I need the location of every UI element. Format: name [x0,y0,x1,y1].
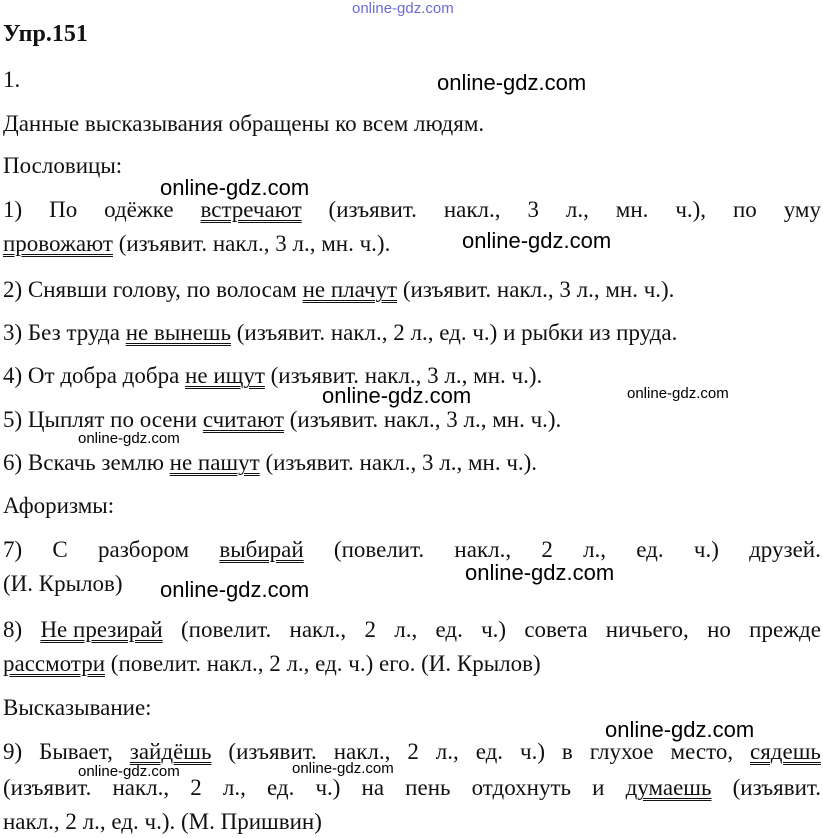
verb-syadesh: сядешь [750,739,821,764]
word: 8) [3,617,23,642]
grammar-note: (изъявит. накл., 2 л., ед. ч.) и рыбки из пруда. [230,320,678,345]
word: но [707,617,731,642]
grammar-note: (изъявит. накл., 3 л., мн. ч.). [264,363,543,388]
grammar-note: (повелит. накл., 2 л., ед. ч.) его. (И. Крылов) [105,651,541,676]
verb-rassmotri: рассмотри [3,651,106,676]
verb-dumaesh: думаешь [625,775,712,800]
word: 2 [541,537,553,562]
word: л., [435,739,459,764]
word: накл., [443,197,501,222]
word: на [361,775,385,800]
watermark: online-gdz.com [605,717,755,742]
word: друзей. [749,537,821,562]
word: ед. [435,617,463,642]
word: 2 [407,739,419,764]
item-7-line-2: (И. Крылов) [3,571,123,596]
item-2 [3,276,821,304]
word: 1) [3,197,23,222]
watermark: online-gdz.com [160,175,310,200]
word: отдохнуть [471,775,572,800]
word: по [732,197,757,222]
verb-ne-preziray: Не презирай [40,617,163,642]
word: 9) [3,739,23,764]
verb-ne-plachut: не плачут [302,277,398,302]
verb-ne-pashut: не пашут [169,450,260,475]
task-number: 1. [3,67,21,92]
word: (изъявит. [732,775,821,800]
word: ч.) [481,617,507,642]
word: л., [394,617,418,642]
word: и [592,775,605,800]
watermark: online-gdz.com [465,560,615,585]
watermark: online-gdz.com [627,385,729,402]
word: накл., [454,537,512,562]
word: мн. [615,197,649,222]
word: глухое [589,739,654,764]
item-text: 6) Вскачь землю [3,450,170,475]
word: ед. [475,739,504,764]
word: место, [670,739,734,764]
word: Бывает, [39,739,113,764]
word: (повелит. [180,617,272,642]
section-statement: Высказывание: [3,695,152,720]
item-1-line-2 [3,230,821,258]
item-text: 2) Снявши голову, по волосам [3,277,303,302]
watermark: online-gdz.com [78,430,180,447]
word: одёжке [104,197,174,222]
word: ч.), [675,197,707,222]
watermark-top: online-gdz.com [352,0,454,17]
item-1-line-1 [3,196,821,224]
word: ч.) [520,739,545,764]
verb-zaydesh: зайдёшь [129,739,212,764]
item-8-line-1 [3,616,821,644]
grammar-note: (изъявит. накл., 3 л., мн. ч.). [259,450,538,475]
word: накл., [289,617,347,642]
word: 3 [527,197,539,222]
word: разбором [97,537,190,562]
exercise-title: Упр.151 [3,21,88,47]
item-3 [3,319,821,347]
watermark: online-gdz.com [437,70,587,95]
word: ед. [266,775,295,800]
word: уму [783,197,821,222]
word: (изъявит. [228,739,317,764]
item-text: 3) Без труда [3,320,126,345]
watermark: online-gdz.com [292,760,394,777]
verb-schitayut: считают [202,407,284,432]
item-8-line-2 [3,650,821,678]
word: (изъявит. [328,197,417,222]
word: ничьего, [605,617,689,642]
verb-vybiray: выбирай [219,537,304,562]
section-proverbs: Пословицы: [3,153,123,178]
word: л., [222,775,246,800]
word: накл., [333,739,391,764]
word: прежде [749,617,821,642]
word: накл., [112,775,170,800]
intro-sentence: Данные высказывания обращены ко всем людям. [3,111,485,136]
watermark: online-gdz.com [322,383,472,408]
word: ч.) [315,775,341,800]
word: 7) [3,537,23,562]
verb-vstrechayut: встречают [200,197,302,222]
word: С [52,537,68,562]
word: ч.) [693,537,719,562]
word: пень [405,775,451,800]
item-6 [3,449,821,477]
word: в [561,739,573,764]
grammar-note: (изъявит. накл., 3 л., мн. ч.). [112,231,391,256]
verb-provozhayut: провожают [3,231,113,256]
word: 2 [364,617,376,642]
item-text: 4) От добра добра [3,363,186,388]
item-text: 5) Цыплят по осени [3,407,203,432]
verb-ne-vynesh: не вынешь [125,320,231,345]
word: (изъявит. [3,775,92,800]
watermark: online-gdz.com [78,763,180,780]
section-aphorisms: Афоризмы: [3,493,115,518]
verb-ne-ishchut: не ищут [185,363,265,388]
word: совета [524,617,588,642]
word: л., [565,197,589,222]
grammar-note: (изъявит. накл., 3 л., мн. ч.). [397,277,675,302]
word: ед. [636,537,664,562]
item-7-line-1 [3,536,821,564]
grammar-note: (изъявит. накл., 3 л., мн. ч.). [283,407,562,432]
word: 2 [190,775,202,800]
item-9-line-3: накл., 2 л., ед. ч.). (М. Пришвин) [3,809,322,834]
watermark: online-gdz.com [462,228,612,253]
watermark: online-gdz.com [160,577,310,602]
word: л., [583,537,607,562]
word: По [49,197,78,222]
word: (повелит. [333,537,425,562]
